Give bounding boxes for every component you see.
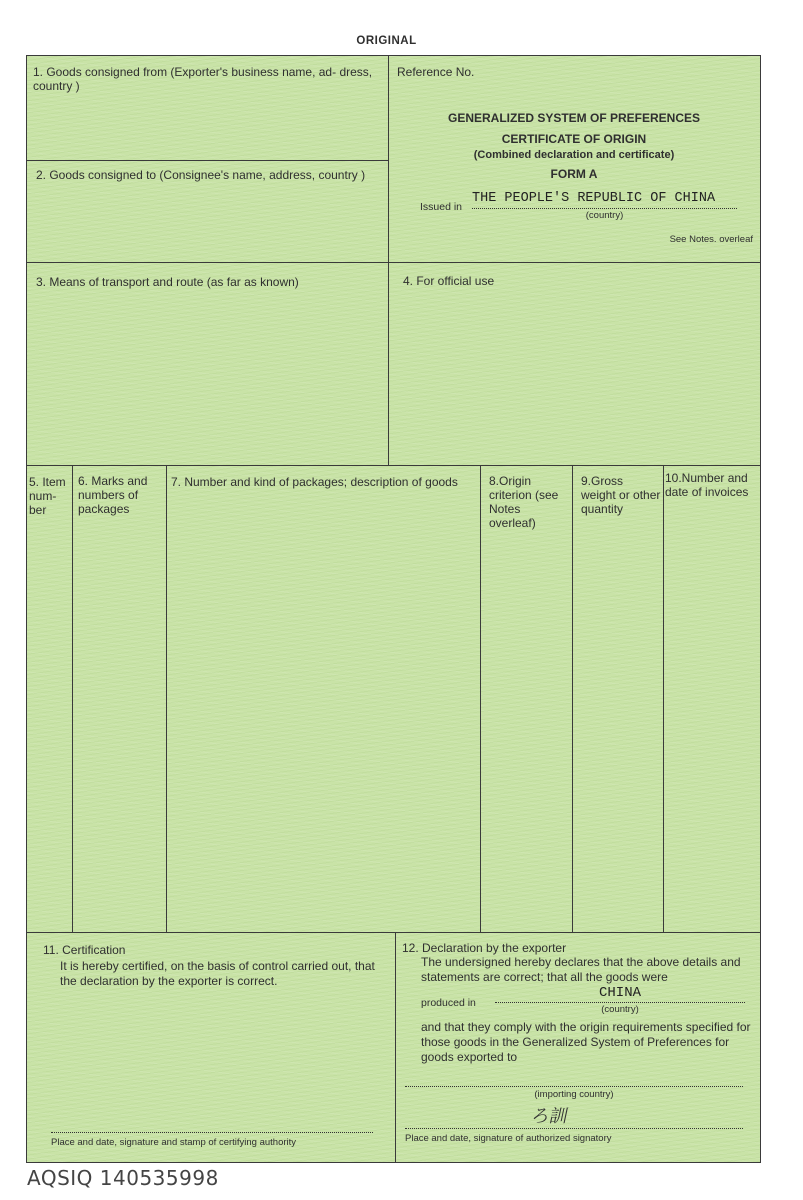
box12-title: 12. Declaration by the exporter <box>402 941 567 955</box>
box11-title: 11. Certification <box>43 943 126 957</box>
col6-header: 6. Marks and numbers of packages <box>78 474 148 516</box>
certificate-form <box>26 55 761 1163</box>
divider-box11-box12 <box>395 932 396 1162</box>
box12-text1: The undersigned hereby declares that the above details and statements are correct; that all the goods were <box>421 955 741 984</box>
serial-number: AQSIQ 140535998 <box>27 1166 219 1190</box>
produced-in-value: CHINA <box>495 984 745 1003</box>
reference-label: Reference No. <box>397 65 475 79</box>
col9-header: 9.Gross weight or other quantity <box>581 474 661 516</box>
issued-country-caption: (country) <box>585 210 624 221</box>
importing-country-caption: (importing country) <box>534 1089 614 1100</box>
gsp-title: GENERALIZED SYSTEM OF PREFERENCES <box>447 111 701 125</box>
col-divider-9-10 <box>663 465 664 932</box>
col-divider-5-6 <box>72 465 73 932</box>
see-notes-label: See Notes. overleaf <box>669 234 753 245</box>
importing-country-line <box>405 1085 743 1087</box>
col-divider-7-8 <box>480 465 481 932</box>
box12-text2: and that they comply with the origin requirements specified for those goods in the Generalized System of Preferences for goods exported to <box>421 1020 751 1064</box>
divider-row2 <box>27 465 760 466</box>
divider-row3 <box>27 932 760 933</box>
box4-label: 4. For official use <box>403 274 495 288</box>
col8-header: 8.Origin criterion (see Notes overleaf) <box>489 474 559 530</box>
box2-label: 2. Goods consigned to (Consignee's name, address, country ) <box>36 168 366 182</box>
produced-country-caption: (country) <box>601 1004 639 1015</box>
col5-header: 5. Item num- ber <box>29 475 66 517</box>
exporter-signature: ろ訓 <box>529 1106 570 1127</box>
box12-caption: Place and date, signature of authorized signatory <box>405 1133 612 1144</box>
box1-label: 1. Goods consigned from (Exporter's business name, ad- dress, country ) <box>33 65 373 93</box>
divider-box1-box2 <box>27 160 388 161</box>
col10-header: 10.Number and date of invoices <box>665 471 749 499</box>
produced-in-label: produced in <box>421 997 476 1009</box>
original-label: ORIGINAL <box>356 35 417 47</box>
box11-signature-line <box>51 1131 373 1133</box>
col7-header: 7. Number and kind of packages; description of goods <box>171 475 458 489</box>
col-divider-8-9 <box>572 465 573 932</box>
divider-row1 <box>27 262 760 263</box>
divider-box3-box4 <box>388 262 389 465</box>
issued-in-label: Issued in <box>420 201 463 213</box>
box11-text: It is hereby certified, on the basis of control carried out, that the declaration by the exporter is correct. <box>60 959 375 988</box>
certificate-title: CERTIFICATE OF ORIGIN <box>501 132 647 146</box>
col-divider-6-7 <box>166 465 167 932</box>
issued-in-value: THE PEOPLE'S REPUBLIC OF CHINA <box>472 190 737 209</box>
certificate-subtitle: (Combined declaration and certificate) <box>473 149 675 161</box>
box12-signature-line <box>405 1127 743 1129</box>
form-a-title: FORM A <box>550 167 598 181</box>
box11-caption: Place and date, signature and stamp of certifying authority <box>51 1137 297 1148</box>
box3-label: 3. Means of transport and route (as far as known) <box>36 275 299 289</box>
